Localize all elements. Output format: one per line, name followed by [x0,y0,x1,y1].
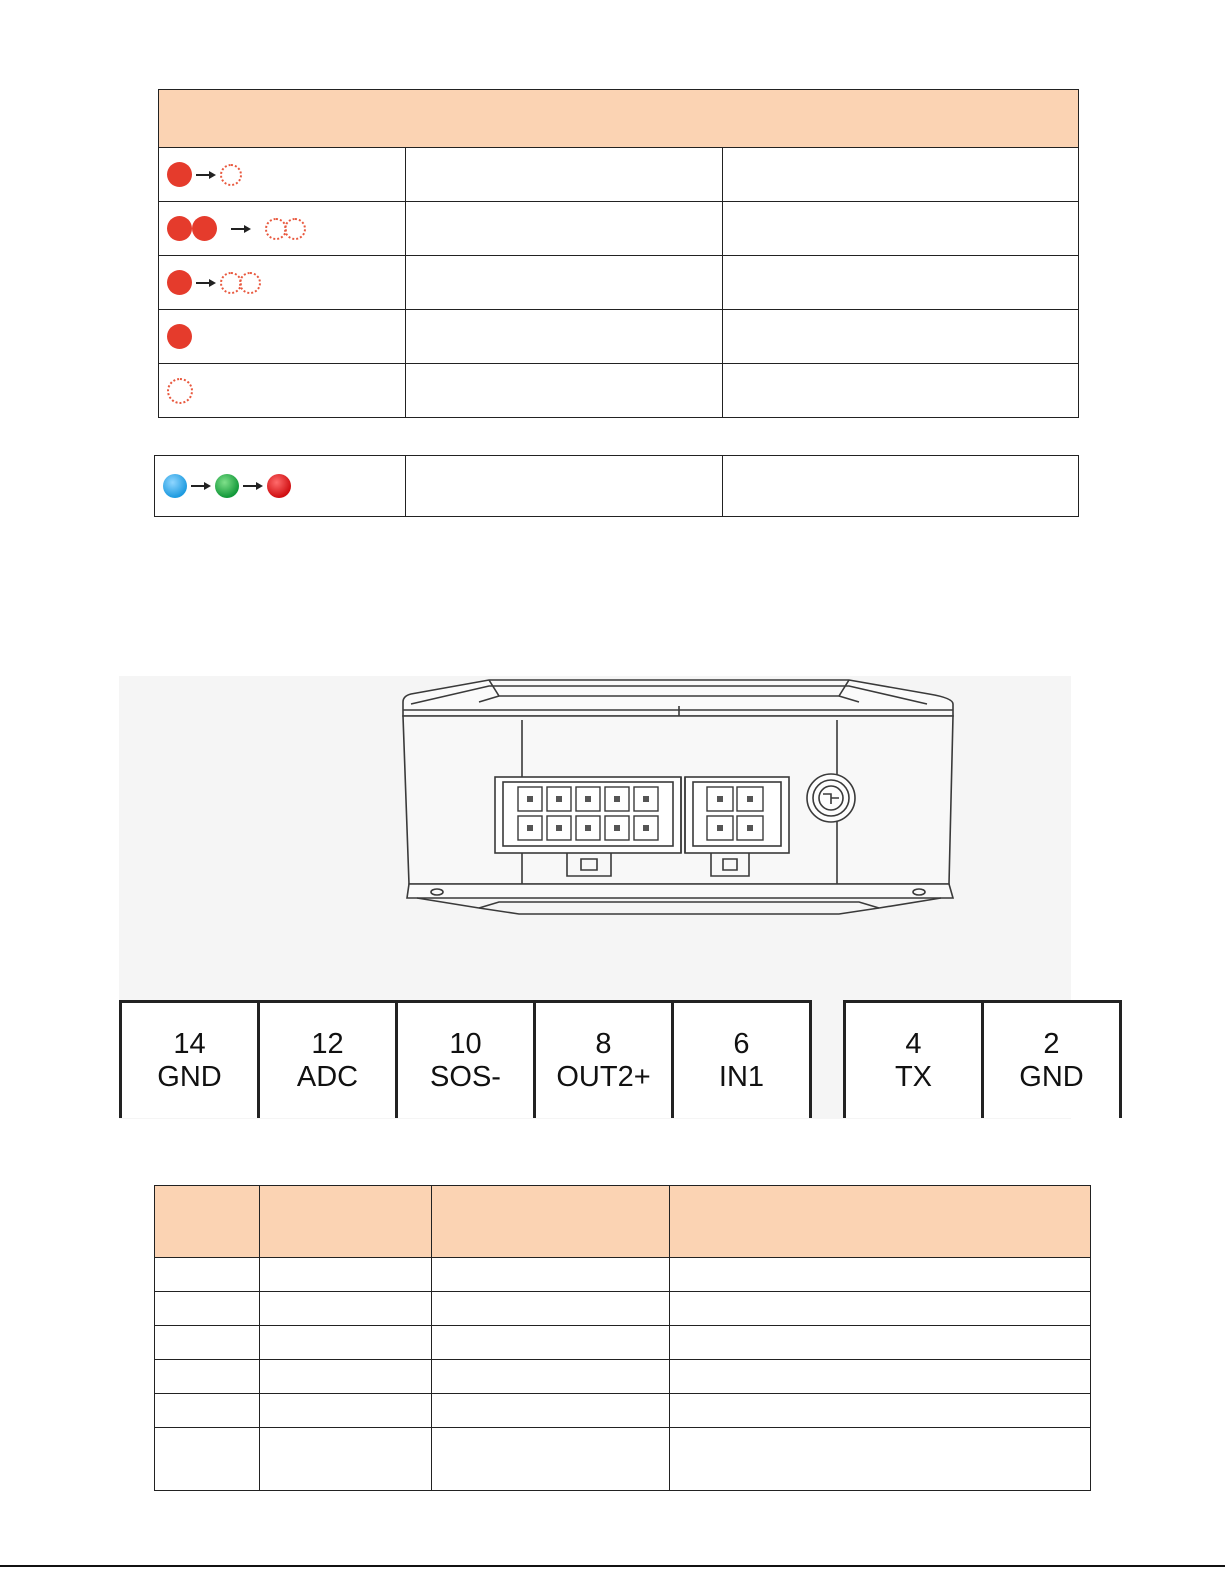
pin-label: TX [894,1060,933,1093]
pin-12 [257,1000,398,1118]
table-row [155,1428,1091,1491]
table-cell [723,256,1079,310]
rgb-led-table [154,455,1079,517]
table-cell [406,148,723,202]
table-row [155,1394,1091,1428]
led-status-table [158,89,1079,418]
page-bottom-rule [0,1565,1225,1567]
table-header-row [155,1186,1091,1258]
table-cell [723,202,1079,256]
pin-label: OUT2+ [556,1060,651,1093]
table-row [159,148,1079,202]
table-row [159,202,1079,256]
pin-6 [671,1000,812,1118]
pin-2-clip [981,1000,1084,1118]
header-cell [432,1186,670,1258]
table-cell [406,364,723,418]
header-cell [670,1186,1091,1258]
pin-8 [533,1000,674,1118]
red-off-icon [159,378,405,404]
pin-definition-table [154,1185,1091,1491]
table-header [159,90,1079,148]
pin-number: 14 [173,1027,206,1060]
pin-14 [119,1000,260,1118]
red-blink-once-icon [159,162,405,187]
pin-label: ADC [296,1060,359,1093]
pin-10 [395,1000,536,1118]
red-blink-double-fast-icon [159,270,405,295]
table-row [155,1258,1091,1292]
table-cell [406,456,723,517]
table-row [159,310,1079,364]
pin-label: GND [1019,1060,1084,1093]
pin-number: 8 [595,1027,612,1060]
header-cell [155,1186,260,1258]
header-cell [260,1186,432,1258]
table-cell [723,310,1079,364]
pin-label: GND [157,1060,222,1093]
table-row [159,364,1079,418]
pin-label: IN1 [718,1060,765,1093]
pin-number: 6 [733,1027,750,1060]
table-row [155,1360,1091,1394]
red-solid-icon [159,324,405,349]
blue-green-red-cycle-icon [155,474,405,498]
pin-number: 4 [905,1027,922,1060]
pin-label: SOS- [430,1060,501,1093]
pin-4 [843,1000,984,1118]
pin-number: 2 [1043,1027,1060,1060]
table-row [159,256,1079,310]
table-cell [723,148,1079,202]
table-row [155,456,1079,517]
table-row [155,1326,1091,1360]
table-cell [723,456,1079,517]
pin-number: 12 [311,1027,344,1060]
red-blink-double-slow-icon [159,216,405,241]
device-front-view-image [119,676,1071,998]
table-row [155,1292,1091,1326]
table-cell [406,310,723,364]
table-cell [406,202,723,256]
pin-number: 10 [449,1027,482,1060]
table-cell [406,256,723,310]
table-cell [723,364,1079,418]
pin-2 [981,1000,1122,1118]
